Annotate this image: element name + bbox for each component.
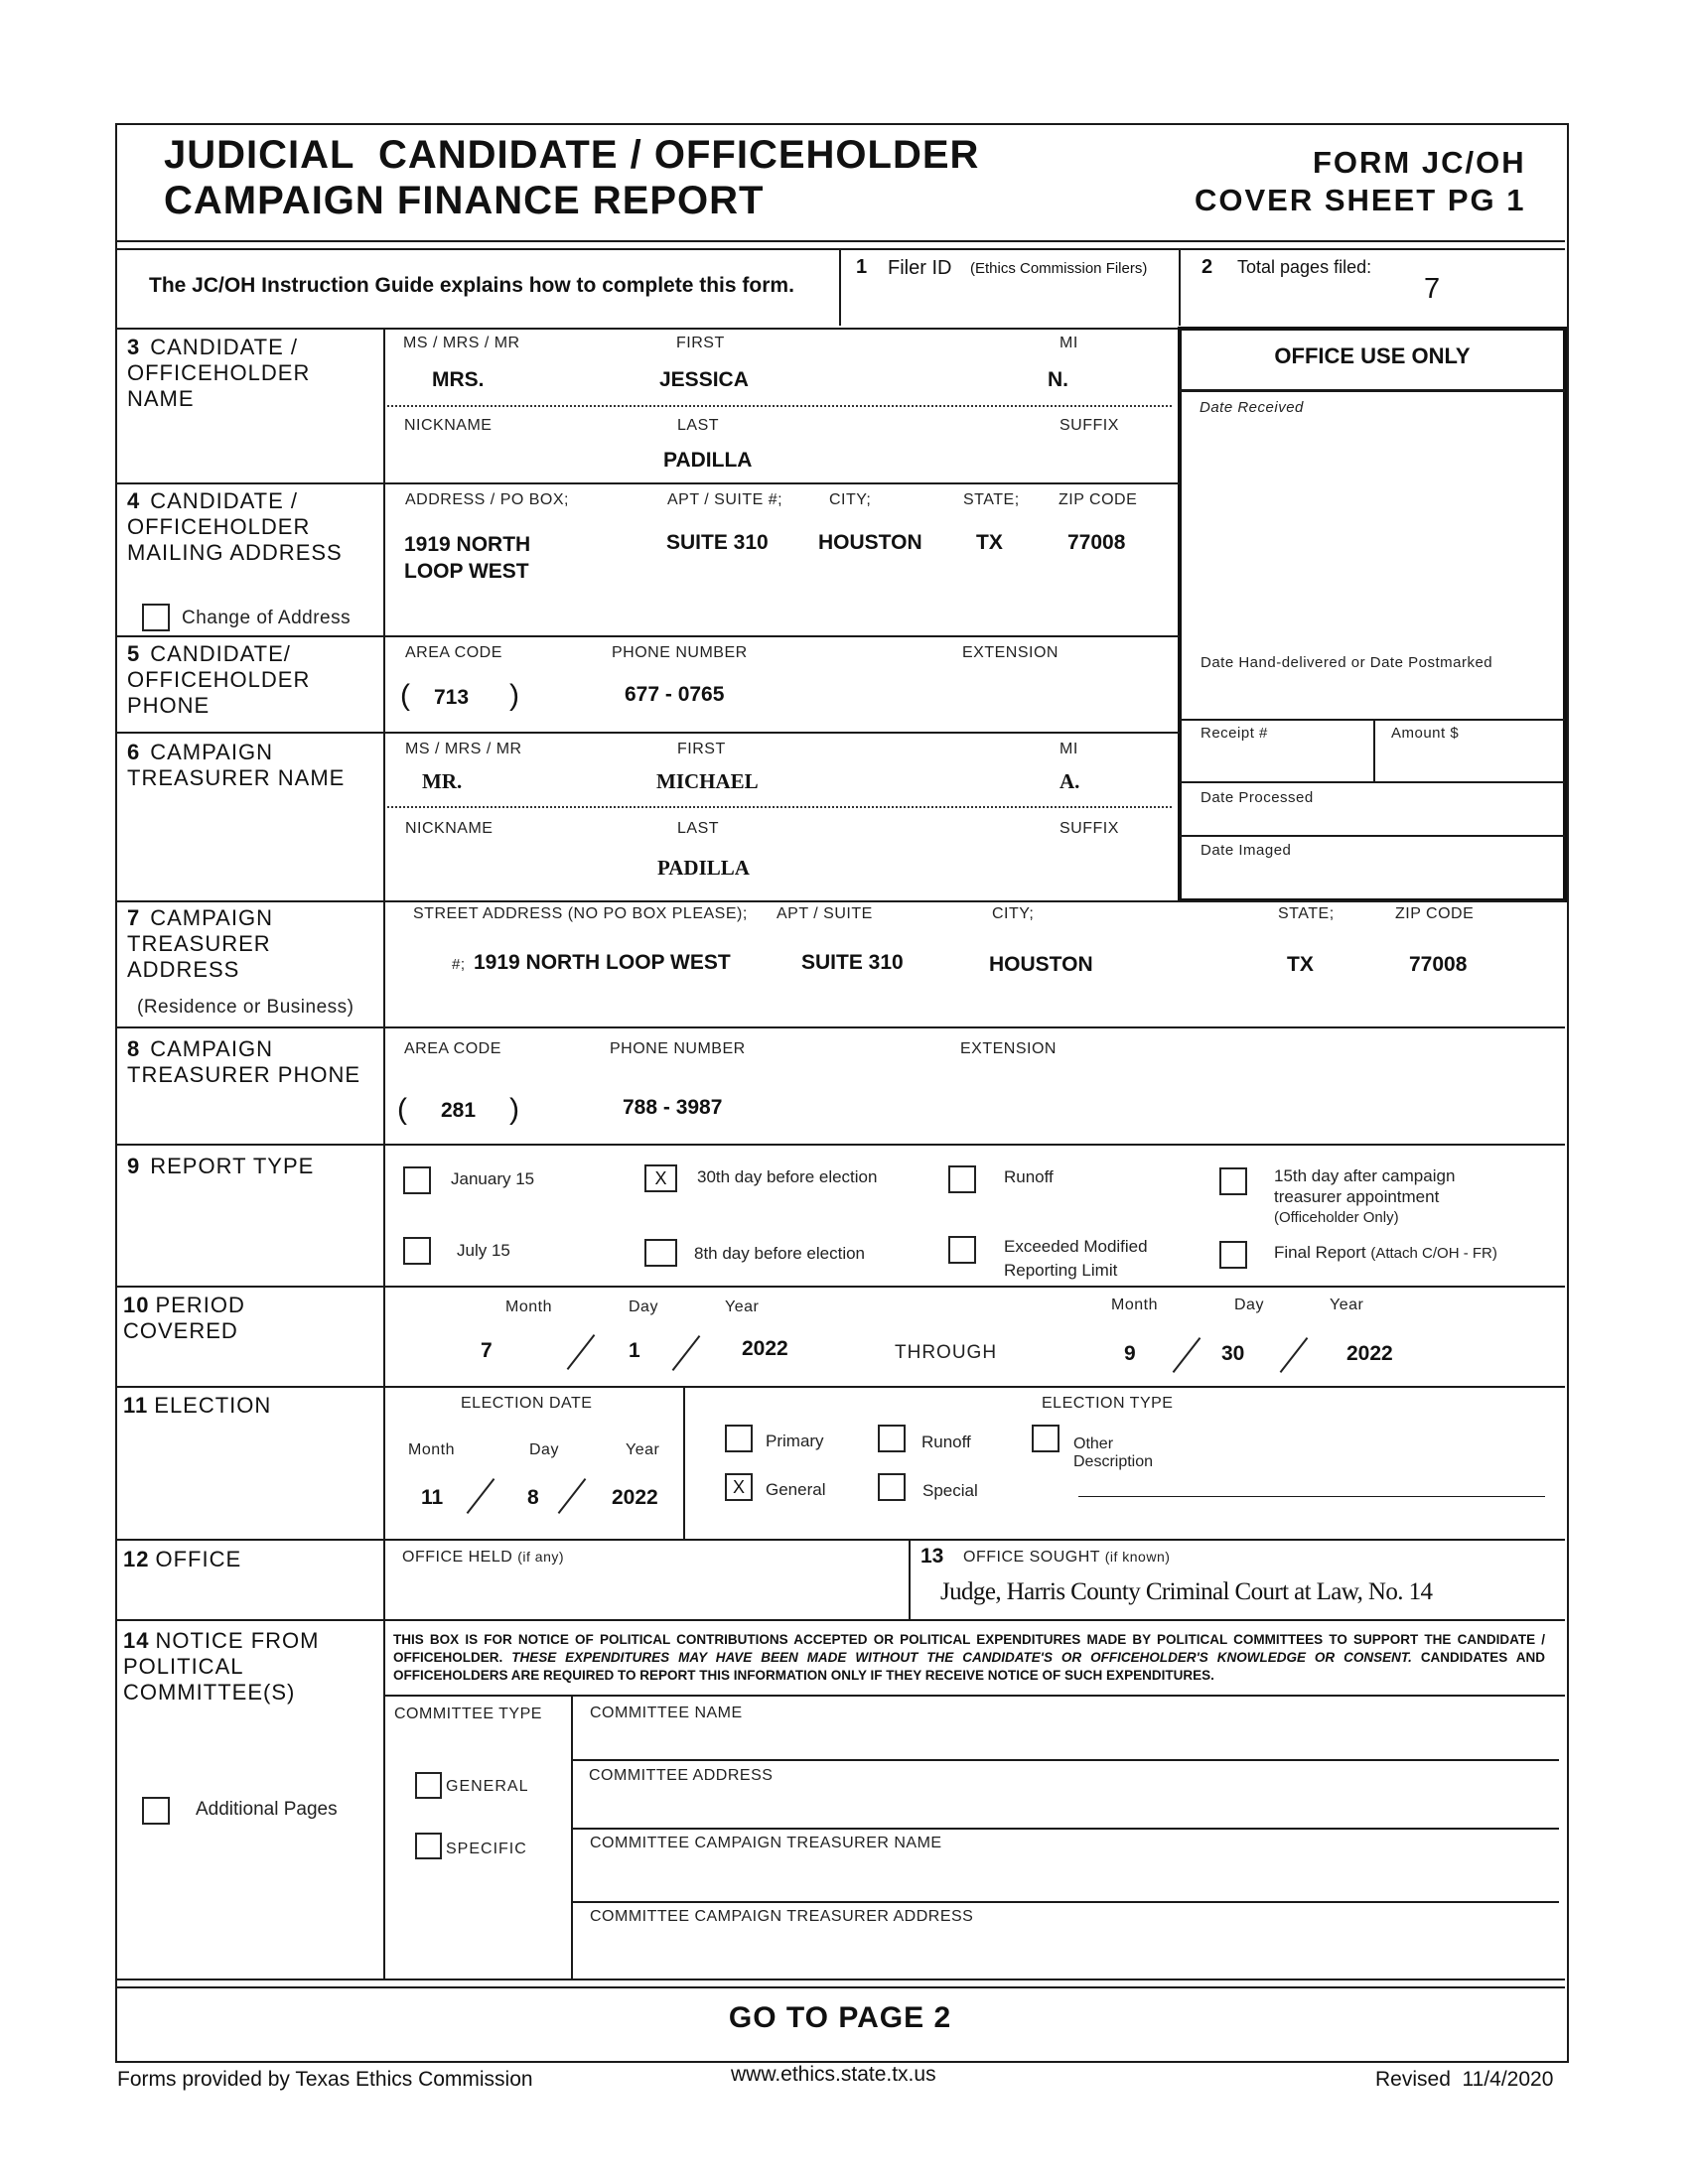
divider <box>571 1901 1559 1903</box>
date-processed-label: Date Processed <box>1201 789 1314 806</box>
divider <box>115 1286 1565 1288</box>
instruction-guide-text: The JC/OH Instruction Guide explains how to complete this form. <box>149 274 794 297</box>
field-label: FIRST <box>676 335 725 351</box>
divider <box>387 405 1172 407</box>
section-11-label <box>123 1393 361 1419</box>
divider <box>115 1386 1565 1388</box>
report-type-30th-day-checkbox[interactable]: X <box>644 1164 677 1192</box>
field-label: SUFFIX <box>1060 820 1119 837</box>
field-label: Day <box>629 1298 658 1315</box>
candidate-prefix[interactable]: MRS. <box>432 368 485 391</box>
report-type-15th-day-after-line1: 15th day after campaign <box>1274 1166 1456 1185</box>
date-imaged-label: Date Imaged <box>1201 842 1292 859</box>
section-3-label <box>127 335 375 412</box>
section-number: 4 <box>127 488 141 513</box>
field-label: CITY; <box>992 905 1035 922</box>
section-number: 9 <box>127 1154 141 1178</box>
office-use-title: OFFICE USE ONLY <box>1274 343 1471 368</box>
section-title: REPORT TYPE <box>150 1154 315 1178</box>
candidate-address-line2[interactable]: LOOP WEST <box>404 560 529 583</box>
report-type-exceeded-line2: Reporting Limit <box>1004 1261 1118 1280</box>
divider <box>115 1144 1565 1146</box>
field-label: FIRST <box>677 741 726 757</box>
report-type-january-15-checkbox[interactable] <box>403 1166 431 1194</box>
committee-name-label: COMMITTEE NAME <box>590 1705 743 1721</box>
election-date-label: ELECTION DATE <box>461 1395 593 1412</box>
period-from-day[interactable]: 1 <box>629 1339 640 1362</box>
paren-open: ( <box>400 679 410 712</box>
divider <box>115 732 1180 734</box>
field-label: Day <box>529 1441 559 1458</box>
section-8-label <box>127 1036 375 1088</box>
field-label: LAST <box>677 417 720 434</box>
election-type-description-label: Description <box>1073 1453 1154 1470</box>
election-type-label: ELECTION TYPE <box>1042 1395 1174 1412</box>
political-committee-notice <box>393 1631 1545 1685</box>
section-title: CANDIDATE / OFFICEHOLDER NAME <box>127 335 311 411</box>
field-label: NICKNAME <box>404 417 493 434</box>
committee-type-label: COMMITTEE TYPE <box>394 1706 542 1722</box>
report-type-runoff-label: Runoff <box>1004 1167 1054 1186</box>
divider <box>115 635 1180 637</box>
field-label: APT / SUITE <box>777 905 873 922</box>
section-number: 11 <box>123 1393 149 1418</box>
section-title: CAMPAIGN TREASURER NAME <box>127 740 346 790</box>
paren-open: ( <box>397 1093 407 1126</box>
field-label: PHONE NUMBER <box>612 644 748 661</box>
election-month[interactable]: 11 <box>421 1486 444 1509</box>
candidate-area-code[interactable]: 713 <box>434 686 470 709</box>
treasurer-last-name[interactable]: PADILLA <box>657 856 750 880</box>
treasurer-middle-initial[interactable]: A. <box>1060 769 1080 793</box>
divider <box>115 1026 1565 1028</box>
hash-mark: #; <box>452 956 466 973</box>
section-4-label <box>127 488 375 566</box>
field-label: EXTENSION <box>962 644 1059 661</box>
treasurer-area-code[interactable]: 281 <box>441 1099 477 1122</box>
receipt-label: Receipt # <box>1201 725 1268 742</box>
committee-treasurer-address-field[interactable] <box>576 1934 1559 1974</box>
other-description-line[interactable] <box>1078 1496 1545 1497</box>
field-label: EXTENSION <box>960 1040 1057 1057</box>
divider <box>839 248 841 326</box>
filer-id-num: 1 <box>856 256 868 278</box>
committee-name-field[interactable] <box>576 1727 1559 1757</box>
field-label: AREA CODE <box>405 644 502 661</box>
section-number: 14 <box>123 1628 150 1653</box>
amount-label: Amount $ <box>1391 725 1460 742</box>
divider <box>115 482 1180 484</box>
period-through-label: THROUGH <box>895 1342 998 1363</box>
committee-treasurer-address-label: COMMITTEE CAMPAIGN TREASURER ADDRESS <box>590 1908 974 1925</box>
committee-address-field[interactable] <box>576 1792 1559 1822</box>
office-sought-num: 13 <box>920 1545 944 1568</box>
total-pages-num: 2 <box>1201 256 1213 278</box>
section-12-label <box>123 1547 361 1572</box>
divider <box>571 1695 573 1979</box>
field-label: Year <box>725 1298 760 1315</box>
section-number: 5 <box>127 641 141 666</box>
divider <box>115 240 1565 242</box>
divider <box>1180 389 1565 392</box>
section-6-label <box>127 740 375 791</box>
report-type-final-label <box>1274 1242 1497 1264</box>
report-type-30th-day-label: 30th day before election <box>697 1167 878 1186</box>
section-title: NOTICE FROM POLITICAL COMMITTEE(S) <box>123 1628 320 1705</box>
additional-pages-label: Additional Pages <box>196 1799 338 1820</box>
total-pages-label: Total pages filed: <box>1237 257 1372 277</box>
section-number: 3 <box>127 335 141 359</box>
office-sought-text: OFFICE SOUGHT <box>963 1549 1100 1566</box>
divider <box>115 1986 1565 1988</box>
candidate-phone-number[interactable]: 677 - 0765 <box>625 683 725 706</box>
divider <box>909 1539 911 1620</box>
field-label: LAST <box>677 820 720 837</box>
committee-type-specific-checkbox[interactable] <box>415 1833 442 1859</box>
period-to-month[interactable]: 9 <box>1124 1342 1136 1365</box>
candidate-city[interactable]: HOUSTON <box>818 531 922 554</box>
section-number: 6 <box>127 740 141 764</box>
total-pages-value[interactable]: 7 <box>1424 273 1441 305</box>
divider <box>1180 781 1565 783</box>
section-number: 10 <box>123 1293 150 1317</box>
section-9-label <box>127 1154 375 1179</box>
divider <box>387 806 1172 808</box>
office-held-sub: (if any) <box>517 1549 565 1565</box>
candidate-address-line1[interactable]: 1919 NORTH <box>404 533 531 556</box>
field-label: Month <box>505 1298 552 1315</box>
office-sought-value[interactable]: Judge, Harris County Criminal Court at Law, No. 14 <box>940 1578 1433 1605</box>
field-label: Month <box>408 1441 455 1458</box>
report-type-final-sub: (Attach C/OH - FR) <box>1370 1245 1497 1262</box>
field-label: SUFFIX <box>1060 417 1119 434</box>
report-type-final-checkbox[interactable] <box>1219 1241 1247 1269</box>
report-type-july-15-checkbox[interactable] <box>403 1237 431 1265</box>
election-year[interactable]: 2022 <box>612 1486 658 1509</box>
form-title-line1: JUDICIAL CANDIDATE / OFFICEHOLDER <box>164 133 980 177</box>
candidate-zip[interactable]: 77008 <box>1067 531 1126 554</box>
notice-italic-text: THESE EXPENDITURES MAY HAVE BEEN MADE WITHOUT THE CANDIDATE'S OR OFFICEHOLDER'S KNOWLEDGE OR CONSENT. <box>511 1650 1412 1665</box>
treasurer-street[interactable]: 1919 NORTH LOOP WEST <box>474 951 731 974</box>
period-from-year[interactable]: 2022 <box>742 1337 788 1360</box>
report-type-runoff-checkbox[interactable] <box>948 1165 976 1193</box>
paren-close: ) <box>509 679 519 712</box>
report-type-january-15-label: January 15 <box>451 1169 535 1188</box>
report-type-15th-day-after-checkbox[interactable] <box>1219 1167 1247 1195</box>
section-number: 7 <box>127 905 141 930</box>
divider <box>115 1619 1565 1621</box>
section-5-label <box>127 641 375 719</box>
divider <box>115 1979 1565 1980</box>
office-held-text: OFFICE HELD <box>402 1549 513 1566</box>
form-id-line1: FORM JC/OH <box>1313 145 1526 180</box>
candidate-state[interactable]: TX <box>976 531 1003 554</box>
committee-type-general-checkbox[interactable] <box>415 1772 442 1799</box>
committee-address-label: COMMITTEE ADDRESS <box>589 1767 774 1784</box>
field-label: ZIP CODE <box>1395 905 1475 922</box>
footer-provided-by: Forms provided by Texas Ethics Commission <box>117 2068 533 2091</box>
section-title: OFFICE <box>155 1547 242 1571</box>
field-label: Day <box>1234 1297 1264 1313</box>
candidate-suite[interactable]: SUITE 310 <box>666 531 769 554</box>
change-of-address-checkbox[interactable] <box>142 604 170 631</box>
filer-id-field[interactable] <box>854 288 1172 322</box>
divider <box>115 900 1565 902</box>
form-title-line2: CAMPAIGN FINANCE REPORT <box>164 179 765 222</box>
form-id-line2: COVER SHEET PG 1 <box>1195 183 1526 217</box>
section-7-label <box>127 905 375 983</box>
report-type-exceeded-checkbox[interactable] <box>948 1236 976 1264</box>
field-label: MI <box>1060 741 1078 757</box>
section-title: CAMPAIGN TREASURER PHONE <box>127 1036 361 1087</box>
candidate-last-name[interactable]: PADILLA <box>663 449 753 472</box>
election-type-primary-label: Primary <box>766 1432 824 1450</box>
section-7-sub: (Residence or Business) <box>137 997 354 1018</box>
period-from-month[interactable]: 7 <box>481 1339 493 1362</box>
election-type-primary-checkbox[interactable] <box>725 1425 753 1452</box>
committee-treasurer-name-label: COMMITTEE CAMPAIGN TREASURER NAME <box>590 1835 942 1851</box>
section-title: CANDIDATE/ OFFICEHOLDER PHONE <box>127 641 311 718</box>
committee-type-general-label: GENERAL <box>446 1778 529 1795</box>
divider <box>1180 835 1565 837</box>
treasurer-city[interactable]: HOUSTON <box>989 953 1093 976</box>
section-14-label <box>123 1628 371 1706</box>
report-type-8th-day-label: 8th day before election <box>694 1244 866 1263</box>
divider <box>1180 719 1565 721</box>
election-type-other-label: Other <box>1073 1435 1114 1452</box>
paren-close: ) <box>509 1093 519 1126</box>
report-type-exceeded-line1: Exceeded Modified <box>1004 1237 1148 1256</box>
election-day[interactable]: 8 <box>527 1486 539 1509</box>
candidate-first-name[interactable]: JESSICA <box>659 368 749 391</box>
divider <box>1373 719 1375 782</box>
election-type-general-label: General <box>766 1480 826 1499</box>
field-label: ADDRESS / PO BOX; <box>405 491 569 508</box>
section-title: CANDIDATE / OFFICEHOLDER MAILING ADDRESS <box>127 488 343 565</box>
office-held-field[interactable] <box>397 1576 904 1616</box>
divider <box>383 1695 1565 1697</box>
section-number: 8 <box>127 1036 141 1061</box>
footer-url[interactable]: www.ethics.state.tx.us <box>731 2063 936 2086</box>
filer-id-label: Filer ID <box>888 257 952 279</box>
field-label: APT / SUITE #; <box>667 491 783 508</box>
date-received-label: Date Received <box>1200 399 1304 416</box>
period-to-year[interactable]: 2022 <box>1346 1342 1393 1365</box>
office-sought-sub: (if known) <box>1104 1549 1171 1565</box>
section-10-label <box>123 1293 361 1344</box>
election-type-other-checkbox[interactable] <box>1032 1425 1060 1452</box>
treasurer-zip[interactable]: 77008 <box>1409 953 1468 976</box>
footer-revised: Revised 11/4/2020 <box>1375 2068 1554 2091</box>
field-label: CITY; <box>829 491 872 508</box>
field-label: Year <box>1330 1297 1364 1313</box>
report-type-final-text: Final Report <box>1274 1243 1366 1262</box>
committee-type-specific-label: SPECIFIC <box>446 1841 527 1857</box>
field-label: Month <box>1111 1297 1158 1313</box>
section-title: CAMPAIGN TREASURER ADDRESS <box>127 905 273 982</box>
office-held-label <box>402 1549 564 1567</box>
treasurer-prefix[interactable]: MR. <box>422 769 463 793</box>
election-type-runoff-checkbox[interactable] <box>878 1425 906 1452</box>
treasurer-phone-number[interactable]: 788 - 3987 <box>623 1096 723 1119</box>
section-title: PERIOD COVERED <box>123 1293 245 1343</box>
report-type-15th-day-after-line3: (Officeholder Only) <box>1274 1209 1399 1226</box>
additional-pages-checkbox[interactable] <box>142 1797 170 1825</box>
divider <box>683 1386 685 1540</box>
election-type-special-checkbox[interactable] <box>878 1473 906 1501</box>
period-to-day[interactable]: 30 <box>1221 1342 1245 1365</box>
filer-id-sub: (Ethics Commission Filers) <box>970 260 1148 277</box>
notice-text: THIS BOX IS FOR NOTICE OF POLITICAL CONTRIBUTIONS ACCEPTED OR POLITICAL EXPENDITURES MADE BY POLITICAL COMMITTEES TO SUPPORT THE CANDIDATE / OFFICEHOLDER. <box>393 1632 1545 1665</box>
field-label: NICKNAME <box>405 820 494 837</box>
divider <box>383 328 385 1979</box>
election-type-runoff-label: Runoff <box>921 1433 971 1451</box>
field-label: STATE; <box>1278 905 1335 922</box>
election-type-special-label: Special <box>922 1481 978 1500</box>
report-type-july-15-label: July 15 <box>457 1241 510 1260</box>
committee-treasurer-name-field[interactable] <box>576 1858 1559 1888</box>
treasurer-first-name[interactable]: MICHAEL <box>656 769 759 793</box>
divider <box>571 1759 1559 1761</box>
field-label: STREET ADDRESS (NO PO BOX PLEASE); <box>413 905 748 922</box>
report-type-8th-day-checkbox[interactable] <box>644 1239 677 1267</box>
notice-text: CANDIDATES AND OFFICEHOLDERS ARE REQUIRED TO REPORT THIS INFORMATION ONLY IF THEY RECEIVE NOTICE OF SUCH EXPENDITURES. <box>393 1650 1545 1683</box>
date-hand-delivered-label: Date Hand-delivered or Date Postmarked <box>1201 654 1493 671</box>
field-label: MS / MRS / MR <box>403 335 520 351</box>
report-type-15th-day-after-line2: treasurer appointment <box>1274 1187 1440 1206</box>
divider <box>571 1828 1559 1830</box>
section-number: 12 <box>123 1547 150 1571</box>
divider <box>115 1539 1565 1541</box>
treasurer-suite[interactable]: SUITE 310 <box>801 951 904 974</box>
candidate-middle-initial[interactable]: N. <box>1048 368 1068 391</box>
field-label: AREA CODE <box>404 1040 501 1057</box>
field-label: MS / MRS / MR <box>405 741 522 757</box>
field-label: PHONE NUMBER <box>610 1040 746 1057</box>
change-of-address-label: Change of Address <box>182 608 352 628</box>
office-sought-label <box>963 1549 1170 1567</box>
field-label: ZIP CODE <box>1059 491 1138 508</box>
treasurer-state[interactable]: TX <box>1287 953 1314 976</box>
election-type-general-checkbox[interactable]: X <box>725 1473 753 1501</box>
section-title: ELECTION <box>154 1393 272 1418</box>
divider <box>1179 248 1181 326</box>
go-to-page-2[interactable]: GO TO PAGE 2 <box>728 2001 952 2034</box>
field-label: STATE; <box>963 491 1020 508</box>
field-label: MI <box>1060 335 1078 351</box>
field-label: Year <box>626 1441 660 1458</box>
